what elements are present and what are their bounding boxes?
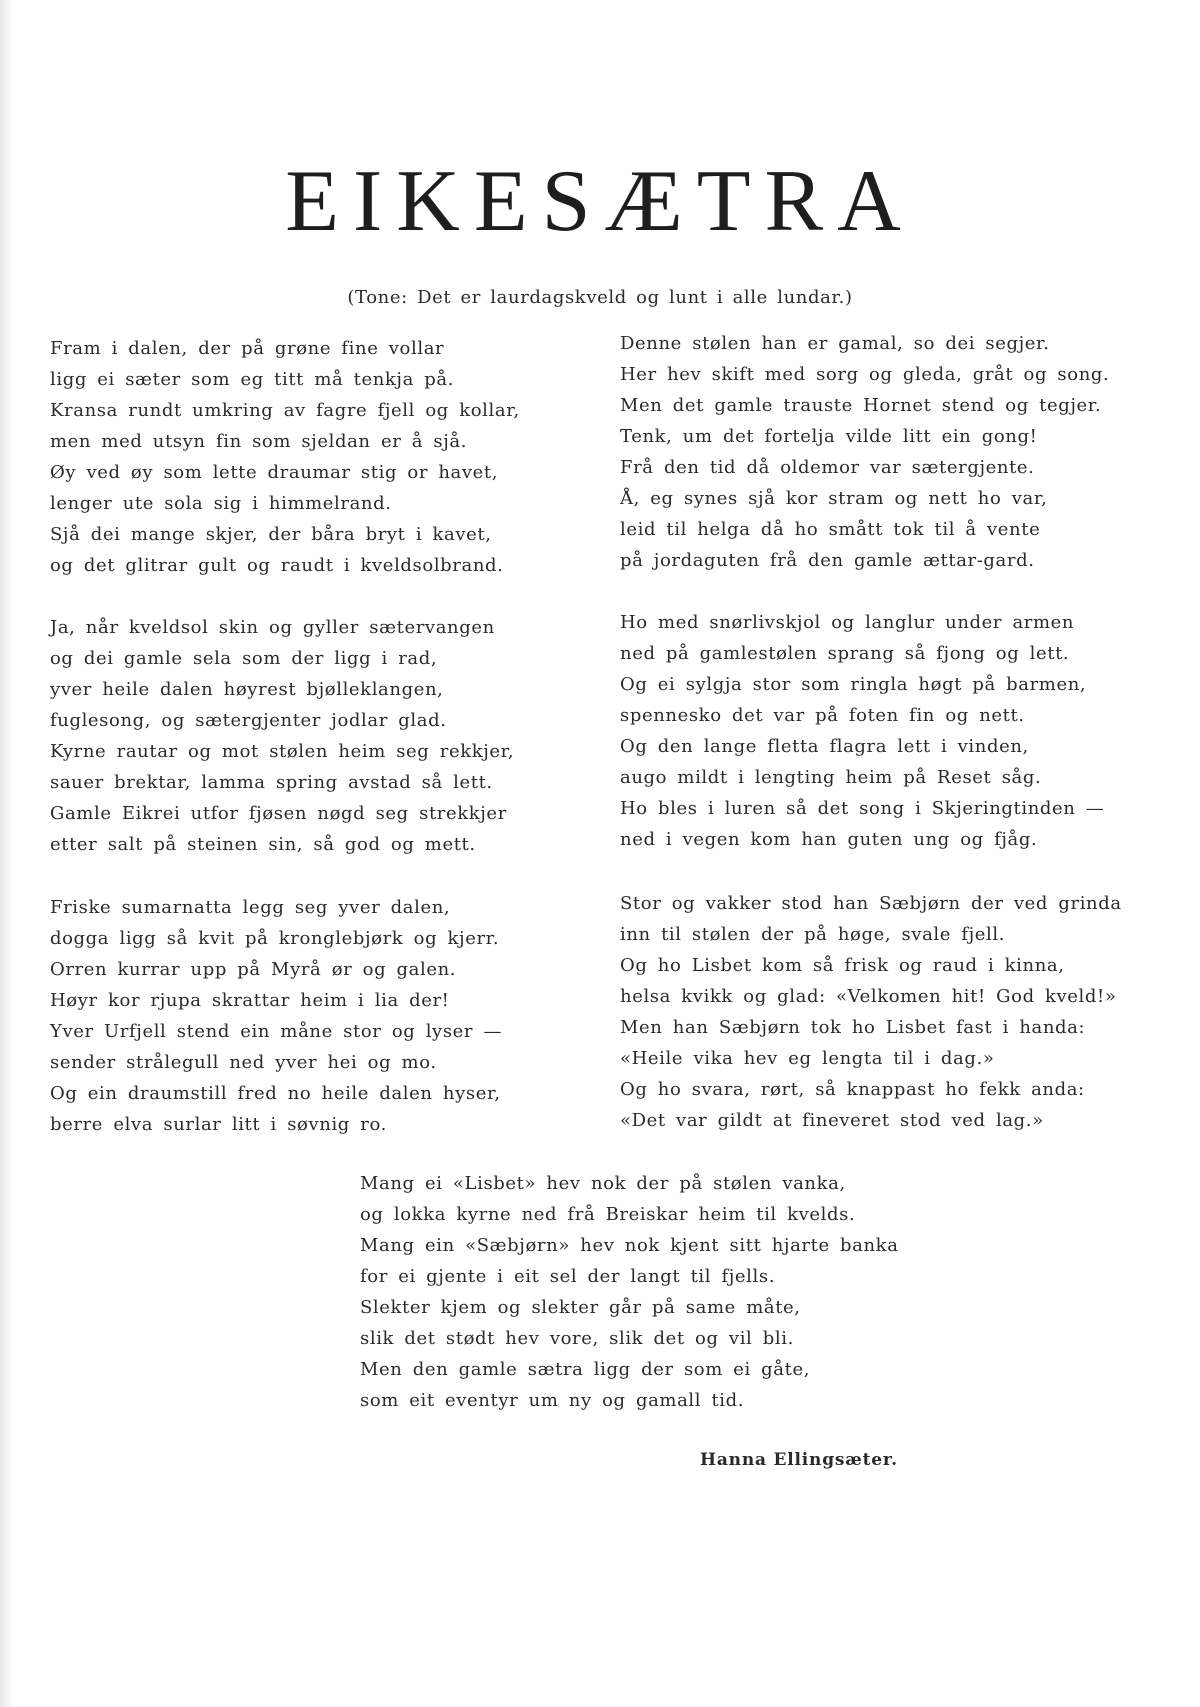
verse-line: på jordaguten frå den gamle ættar-gard. — [620, 550, 1035, 571]
author-signature: Hanna Ellingsæter. — [700, 1450, 898, 1470]
verse-line: Her hev skift med sorg og gleda, gråt og song. — [620, 364, 1110, 385]
verse-line: men med utsyn fin som sjeldan er å sjå. — [50, 431, 468, 452]
verse-line: inn til stølen der på høge, svale fjell. — [620, 924, 1006, 945]
verse-line: og lokka kyrne ned frå Breiskar heim til kvelds. — [360, 1204, 856, 1225]
verse-line: og dei gamle sela som der ligg i rad, — [50, 648, 438, 669]
verse-line: Men det gamle trauste Hornet stend og tegjer. — [620, 395, 1102, 416]
verse-line: Sjå dei mange skjer, der båra bryt i kavet, — [50, 524, 492, 545]
stanza-1 — [50, 333, 520, 581]
stanza-7 — [360, 1168, 899, 1416]
verse-line: Og ho svara, rørt, så knappast ho fekk anda: — [620, 1079, 1085, 1100]
verse-line: Høyr kor rjupa skrattar heim i lia der! — [50, 990, 450, 1011]
verse-line: ned på gamlestølen sprang så fjong og lett. — [620, 643, 1070, 664]
verse-line: Ja, når kveldsol skin og gyller sætervangen — [50, 617, 495, 638]
stanza-2 — [50, 612, 514, 860]
verse-line: Øy ved øy som lette draumar stig or havet, — [50, 462, 499, 483]
verse-line: Ho bles i luren så det song i Skjeringtinden — — [620, 798, 1105, 819]
verse-line: for ei gjente i eit sel der langt til fjells. — [360, 1266, 776, 1287]
stanza-5 — [620, 607, 1104, 855]
verse-line: Men han Sæbjørn tok ho Lisbet fast i handa: — [620, 1017, 1086, 1038]
verse-line: sauer brektar, lamma spring avstad så lett. — [50, 772, 493, 793]
verse-line: Slekter kjem og slekter går på same måte, — [360, 1297, 801, 1318]
verse-line: Men den gamle sætra ligg der som ei gåte, — [360, 1359, 811, 1380]
stanza-4 — [620, 328, 1109, 576]
verse-line: Tenk, um det fortelja vilde litt ein gong! — [620, 426, 1038, 447]
verse-line: Og ei sylgja stor som ringla høgt på barmen, — [620, 674, 1087, 695]
verse-line: Mang ein «Sæbjørn» hev nok kjent sitt hjarte banka — [360, 1235, 899, 1256]
verse-line: spennesko det var på foten fin og nett. — [620, 705, 1025, 726]
stanza-3 — [50, 892, 502, 1140]
tune-note: (Tone: Det er laurdagskveld og lunt i alle lundar.) — [347, 287, 853, 308]
verse-line: etter salt på steinen sin, så god og mett. — [50, 834, 476, 855]
verse-line: Kransa rundt umkring av fagre fjell og kollar, — [50, 400, 520, 421]
verse-line: Denne stølen han er gamal, so dei segjer. — [620, 333, 1050, 354]
verse-line: helsa kvikk og glad: «Velkomen hit! God kveld!» — [620, 986, 1117, 1007]
verse-line: ligg ei sæter som eg titt må tenkja på. — [50, 369, 455, 390]
verse-line: yver heile dalen høyrest bjølleklangen, — [50, 679, 444, 700]
verse-line: Å, eg synes sjå kor stram og nett ho var, — [620, 488, 1048, 509]
verse-line: Orren kurrar upp på Myrå ør og galen. — [50, 959, 457, 980]
verse-line: augo mildt i lengting heim på Reset såg. — [620, 767, 1042, 788]
verse-line: dogga ligg så kvit på kronglebjørk og kjerr. — [50, 928, 500, 949]
verse-line: berre elva surlar litt i søvnig ro. — [50, 1114, 387, 1135]
verse-line: som eit eventyr um ny og gamall tid. — [360, 1390, 745, 1411]
verse-line: Frå den tid då oldemor var sætergjente. — [620, 457, 1035, 478]
verse-line: Mang ei «Lisbet» hev nok der på stølen vanka, — [360, 1173, 846, 1194]
verse-line: «Heile vika hev eg lengta til i dag.» — [620, 1048, 995, 1069]
verse-line: slik det stødt hev vore, slik det og vil bli. — [360, 1328, 794, 1349]
verse-line: Stor og vakker stod han Sæbjørn der ved grinda — [620, 893, 1122, 914]
stanza-6 — [620, 888, 1122, 1136]
scan-edge-shadow — [0, 0, 14, 1707]
verse-line: lenger ute sola sig i himmelrand. — [50, 493, 392, 514]
verse-line: Friske sumarnatta legg seg yver dalen, — [50, 897, 451, 918]
verse-line: Og ho Lisbet kom så frisk og raud i kinna, — [620, 955, 1065, 976]
verse-line: leid til helga då ho smått tok til å vente — [620, 519, 1041, 540]
verse-line: «Det var gildt at fineveret stod ved lag.» — [620, 1110, 1044, 1131]
verse-line: Gamle Eikrei utfor fjøsen nøgd seg strekkjer — [50, 803, 507, 824]
verse-line: ned i vegen kom han guten ung og fjåg. — [620, 829, 1038, 850]
verse-line: og det glitrar gult og raudt i kveldsolbrand. — [50, 555, 504, 576]
poem-title: EIKESÆTRA — [285, 153, 915, 250]
verse-line: Kyrne rautar og mot stølen heim seg rekkjer, — [50, 741, 515, 762]
verse-line: fuglesong, og sætergjenter jodlar glad. — [50, 710, 447, 731]
verse-line: sender strålegull ned yver hei og mo. — [50, 1052, 437, 1073]
verse-line: Ho med snørlivskjol og langlur under armen — [620, 612, 1075, 633]
verse-line: Fram i dalen, der på grøne fine vollar — [50, 338, 445, 359]
verse-line: Og den lange fletta flagra lett i vinden, — [620, 736, 1029, 757]
verse-line: Og ein draumstill fred no heile dalen hyser, — [50, 1083, 501, 1104]
verse-line: Yver Urfjell stend ein måne stor og lyser — — [50, 1021, 503, 1042]
